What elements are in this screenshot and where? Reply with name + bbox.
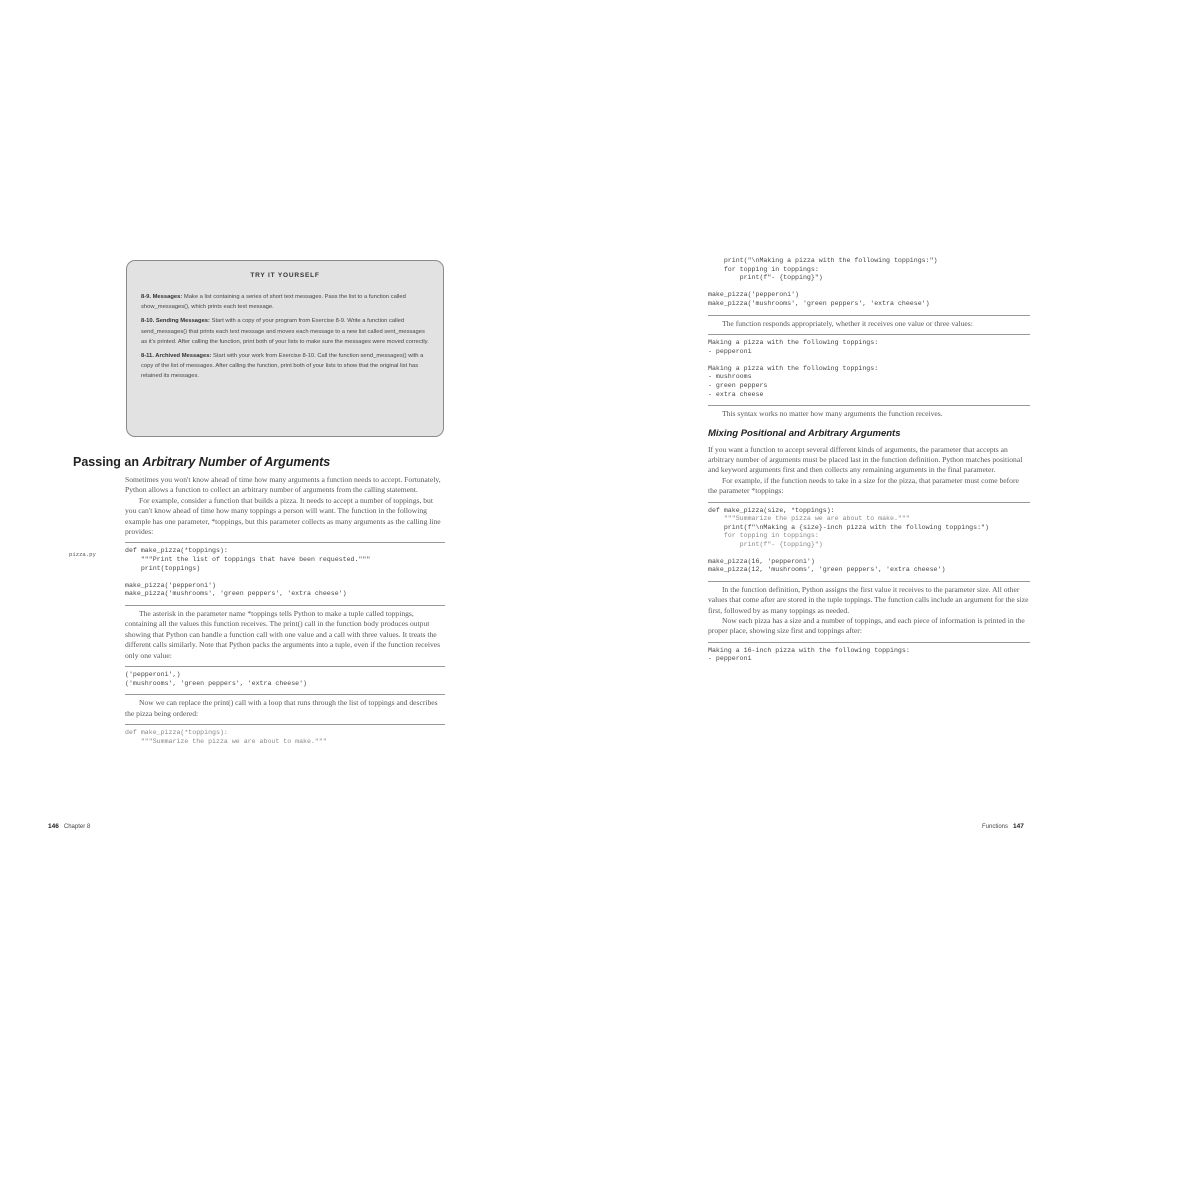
heading-plain: Passing an [73, 455, 139, 469]
body-paragraph: For example, if the function needs to take in a size for the pizza, that parameter must come before the parameter *toppings: [708, 475, 1019, 496]
section-heading [73, 455, 330, 469]
code-listing-continued: print("\nMaking a pizza with the following toppings:") for topping in toppings: print(f"- {topping}") make_pizza('pepperoni') make_pizza('mushrooms', 'green peppers', 'extra cheese') [708, 257, 938, 307]
page-number: 146 [48, 823, 59, 830]
code-rule [708, 502, 1030, 503]
exercise-label: 8-11. Archived Messages: [141, 353, 212, 360]
try-it-yourself-box [126, 260, 444, 437]
output-rule [708, 642, 1030, 643]
exercise-label: 8-9. Messages: [141, 294, 183, 300]
heading-italic: Arbitrary Number of Arguments [142, 455, 331, 469]
code-listing-continued: def make_pizza(*toppings): """Summarize the pizza we are about to make.""" [125, 729, 327, 745]
code-calls: make_pizza(16, 'pepperoni') make_pizza(12, 'mushrooms', 'green peppers', 'extra cheese') [708, 557, 946, 574]
exercise-8-9 [141, 292, 429, 312]
code-rule [708, 581, 1030, 582]
chapter-label: Functions [982, 824, 1009, 830]
output-rule [125, 694, 445, 695]
output-listing: Making a pizza with the following toppings: - pepperoni Making a pizza with the following toppings: - mushrooms - green peppers - extra cheese [708, 338, 879, 398]
left-folio [48, 823, 90, 830]
body-paragraph: Now each pizza has a size and a number of toppings, and each piece of information is printed in the proper place, showing size first and toppings after: [708, 615, 1025, 636]
code-rule [125, 542, 445, 543]
output-rule [708, 334, 1030, 335]
filename-marker: pizza.py [69, 551, 96, 559]
body-paragraph: The asterisk in the parameter name *toppings tells Python to make a tuple called toppings, containing all the values this function receives. The print() call in the function body produces output showing that Python can handle a function call with one value and a call with three values. It treats the different calls similarly. Note that Python packs the arguments into a tuple, even if the function receives only one value: [125, 609, 441, 660]
code-line-gray: for topping in toppings: print(f"- {topping}") [723, 532, 823, 548]
code-rule [125, 605, 445, 606]
code-line: print(f"\nMaking a {size}-inch pizza with the following toppings:") [708, 523, 989, 531]
exercise-text: Make a list containing a series of short text messages. Pass the list to a function called show_messages(), which prints each text message. [141, 294, 406, 311]
body-paragraph: If you want a function to accept several different kinds of arguments, the parameter that accepts an arbitrary number of arguments must be placed last in the function definition. Python matches positional and keyword arguments first and then collects any remaining arguments in the final parameter. [708, 444, 1023, 475]
code-listing [69, 547, 445, 599]
body-paragraph: This syntax works no matter how many arguments the function receives. [722, 409, 943, 419]
chapter-label: Chapter 8 [63, 824, 91, 830]
left-text-flow [69, 475, 445, 752]
code-rule [708, 315, 1030, 316]
body-paragraph: Now we can replace the print() call with a loop that runs through the list of toppings and describes the pizza being ordered: [125, 698, 438, 718]
exercise-label: 8-10. Sending Messages: [141, 318, 210, 325]
output-rule [125, 666, 445, 667]
exercise-8-11 [141, 351, 429, 382]
exercise-8-10 [141, 316, 429, 347]
code-line: def make_pizza(size, *toppings): [708, 506, 835, 514]
body-paragraph: The function responds appropriately, whether it receives one value or three values: [722, 318, 973, 328]
code-text: def make_pizza(*toppings): """Print the list of toppings that have been requested.""" print(toppings) make_pizza('pepperoni') make_pizza('mushrooms', 'green peppers', 'extra cheese') [125, 547, 371, 598]
exercise-text: Start with your work from Exercise 8-10. Call the function send_messages() with a copy of the list of messages. After calling the function, print both of your lists to show that the original list has retained its messages. [141, 353, 424, 380]
subsection-heading: Mixing Positional and Arbitrary Arguments [708, 427, 901, 439]
left-page [48, 255, 453, 835]
code-line-gray: """Summarize the pizza we are about to make.""" [708, 515, 910, 523]
code-rule [125, 724, 445, 725]
output-listing: ('pepperoni',) ('mushrooms', 'green peppers', 'extra cheese') [125, 671, 308, 687]
body-paragraph: In the function definition, Python assigns the first value it receives to the parameter size. All other values that come after are stored in the tuple toppings. The function calls include an argument for the size first, followed by as many toppings as needed. [708, 584, 1029, 615]
right-page [708, 255, 1036, 835]
output-listing: Making a 16-inch pizza with the following toppings: - pepperoni [708, 646, 910, 663]
body-paragraph: For example, consider a function that builds a pizza. It needs to accept a number of toppings, but you can't know ahead of time how many toppings a person will want. The function in the following example has one parameter, *toppings, but this parameter collects as many arguments as the calling line provides: [125, 495, 441, 537]
page-number: 147 [1013, 823, 1024, 830]
box-title: TRY IT YOURSELF [250, 272, 320, 279]
right-folio [982, 823, 1024, 830]
right-text-flow [708, 255, 1030, 670]
output-rule [708, 405, 1030, 406]
exercise-text: Start with a copy of your program from Exercise 8-9. Write a function called send_messages() that prints each text message and moves each message to a new list called sent_messages as it's printed. After calling the function, print both of your lists to make sure the messages were moved correctly. [141, 318, 429, 345]
body-paragraph: Sometimes you won't know ahead of time how many arguments a function needs to accept. Fortunately, Python allows a function to collect an arbitrary number of arguments from the calling statement. [125, 475, 441, 495]
